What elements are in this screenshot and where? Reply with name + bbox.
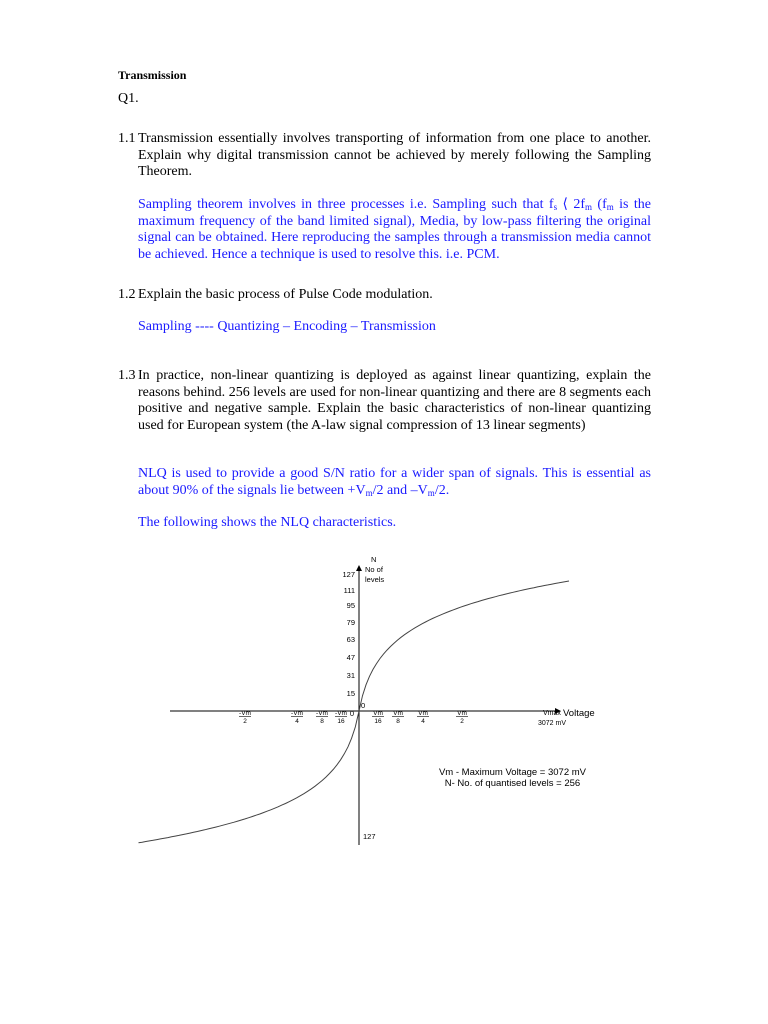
x-tick-denominator: 8	[320, 718, 324, 725]
y-axis-label-line2: No of	[365, 565, 383, 574]
x-axis-label: Voltage	[563, 708, 595, 719]
nlq-curve-negative	[139, 711, 360, 843]
x-max-label: Vmax	[543, 710, 561, 717]
x-tick-numerator: Vm	[393, 710, 403, 717]
x-tick-numerator: -Vm	[239, 710, 251, 717]
y-bottom-label: 127	[363, 832, 376, 841]
answer-1-2: Sampling ---- Quantizing – Encoding – Transmission	[138, 319, 436, 334]
x-tick-denominator: 16	[337, 718, 345, 725]
x-tick-denominator: 2	[460, 718, 464, 725]
question-number: 1.3	[118, 368, 136, 383]
question-label: Q1.	[118, 91, 139, 106]
x-tick-denominator: 4	[295, 718, 299, 725]
y-tick-label: 31	[346, 671, 355, 680]
x-origin-label: 0	[349, 709, 355, 718]
y-tick-label: 111	[343, 586, 355, 595]
y-tick-label: 47	[346, 653, 355, 662]
question-number: 1.1	[118, 131, 136, 146]
x-tick-denominator: 4	[421, 718, 425, 725]
x-tick-numerator: Vm	[373, 710, 383, 717]
question-text: Explain the basic process of Pulse Code modulation.	[138, 287, 433, 302]
doc-title: Transmission	[118, 68, 187, 82]
y-tick-label: 79	[346, 618, 355, 627]
x-tick-denominator: 2	[243, 718, 247, 725]
question-text: Transmission essentially involves transporting of information from one place to another. Explain why digital transmission cannot be achieved by merely following the Sampling Theorem.	[138, 131, 651, 179]
y-origin-label: 0	[361, 701, 366, 710]
x-tick-denominator: 16	[374, 718, 382, 725]
answer-1-1: Sampling theorem involves in three processes i.e. Sampling such that $f_s$ ⟨ $2f_m$ ($f_m$ is the maximum frequency of the band limited signal), Media, by low-pass filtering the original signal can be obtained. Here reproducing the samples through a transmission media cannot be achieved. Hence a technique is used to resolve this. i.e. PCM.	[138, 197, 652, 262]
x-max-value: 3072 mV	[538, 720, 567, 727]
x-tick-numerator: Vm	[418, 710, 428, 717]
x-tick-denominator: 8	[396, 718, 400, 725]
question-text: In practice, non-linear quantizing is deployed as against linear quantizing, explain the reasons behind. 256 levels are used for non-linear quantizing and there are 8 segments each positive and negative sample. Explain the basic characteristics of non-linear quantizing used for European system (the A-law signal compression of 13 linear segments)	[138, 368, 651, 433]
answer-1-3-figure-intro: The following shows the NLQ characteristics.	[138, 515, 397, 530]
y-tick-label: 95	[346, 601, 355, 610]
answer-1-3: NLQ is used to provide a good S/N ratio for a wider span of signals. This is essential as about 90% of the signals lie between $+V_m/2$ and $-V_m/2$.	[138, 466, 651, 498]
y-tick-label: 63	[346, 635, 355, 644]
legend-line-2: N- No. of quantised levels = 256	[444, 778, 581, 789]
x-tick-numerator: Vm	[457, 710, 467, 717]
question-number: 1.2	[118, 287, 136, 302]
x-tick-numerator: -Vm	[291, 710, 303, 717]
x-tick-numerator: -Vm	[316, 710, 328, 717]
y-axis-label-n: N	[371, 555, 377, 564]
nlq-curve-positive	[359, 581, 569, 711]
legend-line-1: Vm - Maximum Voltage = 3072 mV	[438, 767, 587, 778]
y-tick-label: 127	[342, 570, 355, 579]
x-tick-numerator: -Vm	[335, 710, 347, 717]
y-axis-label-line3: levels	[365, 575, 385, 584]
y-tick-label: 15	[346, 689, 355, 698]
